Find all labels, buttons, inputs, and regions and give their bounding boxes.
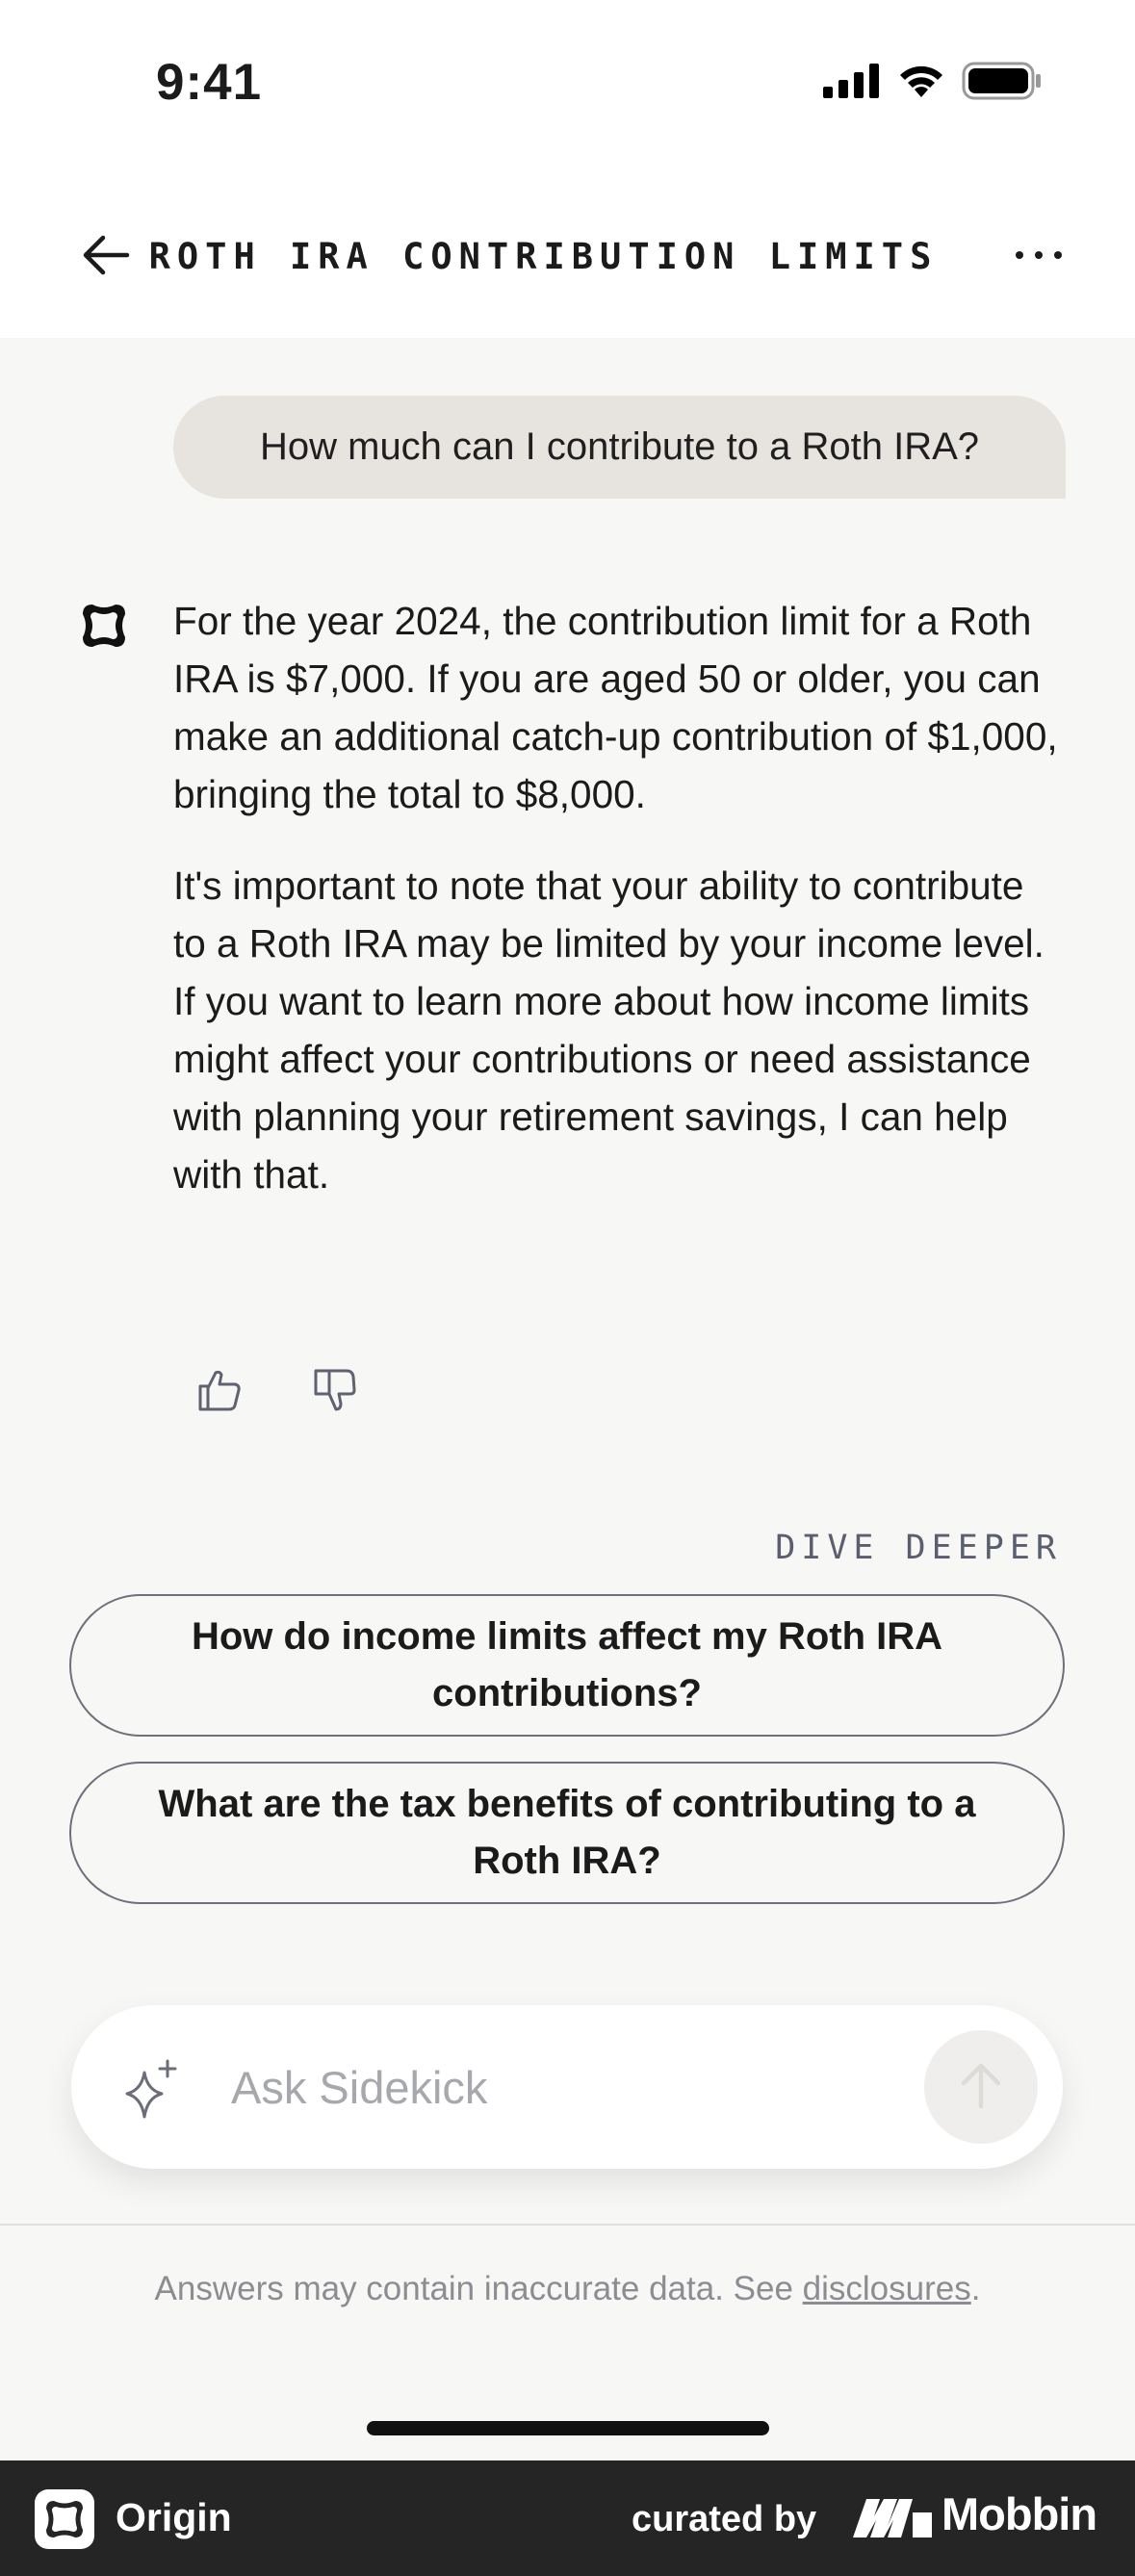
status-icons [823, 62, 1043, 104]
divider [0, 2224, 1135, 2226]
sparkle-icon [117, 2055, 187, 2125]
signal-icon [823, 64, 881, 103]
footer-bar [0, 2460, 1135, 2576]
dive-deeper-label: DIVE DEEPER [775, 1529, 1062, 1567]
suggestion-chip[interactable] [69, 1594, 1065, 1737]
status-bar [0, 0, 1135, 168]
assistant-paragraph: It's important to note that your ability to contribute to a Roth IRA may be limited by your income level. If you want to learn more about how income limits might affect your contributions or need assistance with planning your retirement savings, I can help with that. [173, 863, 1045, 1197]
arrow-up-icon [952, 2056, 1010, 2119]
mobbin-logo-icon [853, 2499, 932, 2537]
suggestion-chip[interactable] [69, 1762, 1065, 1904]
ask-sidekick-input[interactable] [231, 2044, 857, 2130]
wifi-icon [896, 63, 946, 104]
thumbs-down-button[interactable] [310, 1365, 360, 1415]
disclaimer-text: Answers may contain inaccurate data. See [154, 2270, 803, 2307]
user-message-text: How much can I contribute to a Roth IRA? [259, 425, 980, 468]
disclaimer-suffix: . [970, 2270, 981, 2307]
origin-logo-icon [35, 2489, 94, 2549]
assistant-paragraph: For the year 2024, the contribution limit for a Roth IRA is $7,000. If you are aged 50 or older, you can make an additional catch-up contribution of $1,000, bringing the total to $8,000. [173, 599, 1058, 816]
thumbs-up-button[interactable] [194, 1365, 245, 1415]
assistant-logo-icon [79, 601, 129, 651]
more-options-button[interactable] [1010, 231, 1077, 279]
page-title: ROTH IRA CONTRIBUTION LIMITS [148, 236, 939, 277]
thumbs-down-icon [310, 1403, 360, 1419]
disclosures-link[interactable]: disclosures [802, 2270, 971, 2307]
battery-icon [962, 62, 1043, 105]
footer-curated-by: curated by [632, 2499, 817, 2539]
disclaimer [0, 2270, 1135, 2308]
send-button[interactable] [924, 2030, 1038, 2144]
ask-composer [71, 2005, 1063, 2169]
more-horizontal-icon [1010, 267, 1068, 283]
status-time: 9:41 [156, 54, 263, 111]
suggestion-text: How do income limits affect my Roth IRA contributions? [191, 1615, 943, 1714]
home-indicator[interactable] [367, 2421, 769, 2435]
footer-app-name: Origin [116, 2495, 232, 2539]
nav-bar [0, 168, 1135, 338]
footer-brand: Mobbin [942, 2488, 1097, 2539]
user-message-bubble [173, 396, 1066, 499]
assistant-message [173, 592, 1059, 1237]
thumbs-up-icon [194, 1403, 245, 1419]
suggestion-text: What are the tax benefits of contributing to a Roth IRA? [158, 1783, 976, 1882]
